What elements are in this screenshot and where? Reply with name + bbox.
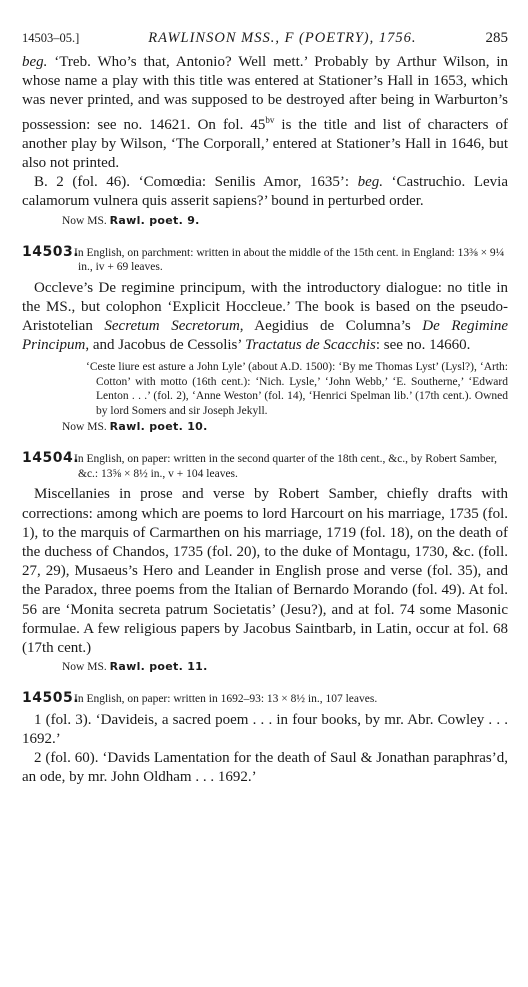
shelfmark: Rawl. poet. 10. [109, 420, 208, 434]
b2-text-2: ‘Castruchio. Levia calamorum vulnera quis asserit sapiens?’ bound in perturbed order. [22, 174, 508, 210]
entry-number: 14504. [22, 450, 80, 467]
entry-number: 14503. [22, 243, 80, 260]
entry-description: In English, on paper: written in 1692–93: 13 × 8½ in., 107 leaves. [74, 693, 378, 706]
entry-body [22, 279, 508, 356]
shelfmark: Rawl. poet. 9. [109, 213, 200, 227]
b2-paragraph [22, 173, 508, 211]
entry-item: 1 (fol. 3). ‘Davideis, a sacred poem . . . in four books, by mr. Abr. Cowley . . . 1692.’ [22, 711, 508, 747]
running-head [22, 30, 508, 47]
b2-beg-label: beg. [357, 174, 384, 191]
entry-range: 14503–05.] [22, 31, 80, 45]
provenance-note: ‘Ceste liure est asture a John Lyle’ (about A.D. 1500): ‘By me Thomas Lyst’ (Lysl?), ‘Arth: Cotton’ with motto (16th cent.): ‘Nich. Lysle,’ ‘John Webb,’ ‘E. Southerne,’ ‘Edward Lenton . . .’ (fol. 2), ‘Anne Weston’ (fol. 14), ‘Henrici Spelman lib.’ (17th cent.). Owned by lord Somers and sir Joseph Jekyll. [86, 361, 508, 417]
b2-text-1: B. 2 (fol. 46). ‘Comœdia: Senilis Amor, 1635’: [34, 174, 358, 191]
body-text: Occleve’s De regimine principum, with the introductory dialogue: no title in the MS., but colophon ‘Explicit Hoccleue.’ The book is based on the pseudo-Aristotelian [22, 279, 508, 335]
work-title: Secretum Secretorum [104, 318, 240, 335]
shelfmark-prefix: Now MS. [62, 214, 107, 227]
work-title: De Regimine Principum [22, 318, 508, 354]
folio-superscript: bv [265, 114, 275, 125]
entry-item: 2 (fol. 60). ‘Davids Lamentation for the death of Saul & Jonathan paraphras’d, an ode, by mr. John Oldham . . . 1692.’ [22, 750, 508, 786]
body-text: , and Jacobus de Cessolis’ [85, 337, 246, 354]
intro-paragraph [22, 53, 508, 173]
intro-text-1: ‘Treb. Who’s that, Antonio? Well mett.’ Probably by Arthur Wilson, in whose name a play with this title was entered at Stationer’s Hall in 1653, which was never printed, and was supposed to be destroyed after being in Warburton’s possession: see no. 14621. On fol. 45 [22, 54, 508, 133]
work-title: Tractatus de Scacchis [245, 337, 376, 354]
entry-number: 14505. [22, 690, 80, 707]
entry-header-14505 [22, 691, 508, 707]
entry-description: In English, on parchment: written in about the middle of the 15th cent. in England: 13⅜ × 9¼ in., iv + 69 leaves. [74, 246, 505, 274]
entry-header-14503 [22, 245, 508, 275]
page-number: 285 [485, 30, 508, 46]
intro-text-2: is the title and list of characters of another play by Wilson, ‘The Corporall,’ entered at Stationer’s Hall in 1646, but also not printed. [22, 116, 508, 172]
beg-label: beg. [22, 54, 48, 70]
shelfmark-line [62, 419, 508, 435]
running-title: RAWLINSON MSS., F (POETRY), 1756. [148, 30, 417, 46]
catalogue-page [22, 30, 508, 788]
body-text: , Aegidius de Columna’s [239, 318, 423, 335]
entry-body: Miscellanies in prose and verse by Robert Samber, chiefly drafts with corrections: among which are poems to lord Harcourt on his marriage, 1735 (fol. 1), to the marquis of Carmarthen on his marriage, 1719 (fol. 18), on the death of the duchess of Chandos, 1735 (fol. 20), to the duke of Montagu, 1730, &c. (foll. 27, 29), Musaeus’s Hero and Leander in English prose and verse (fol. 35), and the Paradox, three poems from the Italian of Bernardo Morando (fol. 49). At fol. 56 are ‘Monita secreta patrum Societatis’ (Jesu?), and at fol. 74 some Masonic formulae. A few religious papers by Jacobus Saintbarb, in Latin, occur at fol. 68 (17th cent.) [22, 486, 508, 657]
shelfmark-prefix: Now MS. [62, 421, 107, 434]
entry-header-14504 [22, 451, 508, 481]
shelfmark-line [62, 659, 508, 675]
shelfmark-line [62, 213, 508, 229]
entry-description: In English, on paper: written in the second quarter of the 18th cent., &c., by Robert Samber, &c.: 13⅝ × 8½ in., v + 104 leaves. [74, 453, 498, 480]
body-text: : see no. 14660. [375, 337, 471, 354]
shelfmark: Rawl. poet. 11. [109, 660, 208, 674]
shelfmark-prefix: Now MS. [62, 661, 107, 674]
